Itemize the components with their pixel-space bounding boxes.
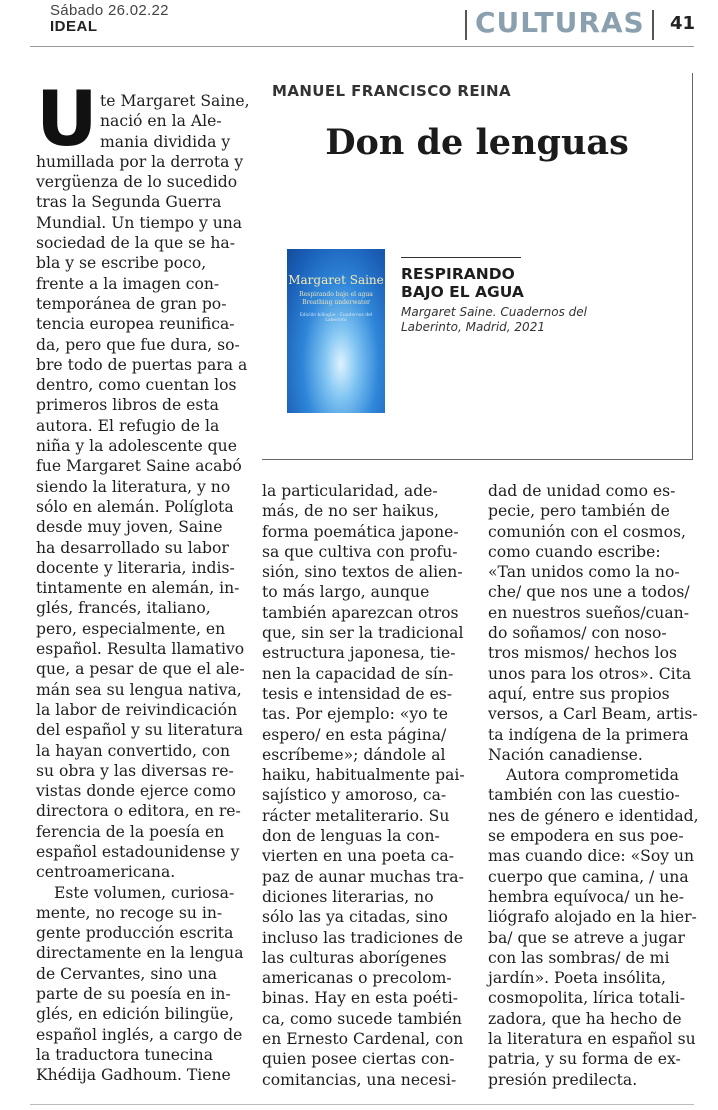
text-line: que, a pesar de que el ale-	[36, 660, 245, 679]
text-line: centroamericana.	[36, 863, 176, 882]
text-line: quien posee ciertas con-	[262, 1050, 455, 1069]
text-line: binas. Hay en esta poéti-	[262, 989, 458, 1008]
text-line: más, de no ser haikus,	[262, 502, 439, 521]
text-line: ha desarrollado su labor	[36, 538, 229, 557]
book-credit-line: Laberinto, Madrid, 2021	[401, 320, 545, 334]
text-line: escríbeme»; dándole al	[262, 745, 446, 764]
text-line: don de lenguas la con-	[262, 827, 440, 846]
text-line: directamente en la lengua	[36, 944, 244, 963]
text-line: directora o editora, en re-	[36, 802, 241, 821]
text-line: incluso las tradiciones de	[262, 928, 463, 947]
text-line: do soñamos/ con noso-	[488, 624, 667, 643]
cover-subtitle-line: Breathing underwater	[302, 299, 370, 306]
text-line: liógrafo alojado en la hier-	[488, 908, 697, 927]
text-line: del español y su literatura	[36, 721, 244, 740]
text-line: presión predilecta.	[488, 1070, 638, 1089]
text-line: la particularidad, ade-	[262, 482, 438, 500]
text-line: su obra y las diversas re-	[36, 761, 234, 780]
text-line: paz de aunar muchas tra-	[262, 867, 464, 886]
section-name: CULTURAS	[475, 6, 645, 39]
book-title-line: BAJO EL AGUA	[401, 283, 524, 301]
text-line: dentro, como cuentan los	[36, 376, 237, 395]
text-line: mania dividida y	[100, 132, 231, 151]
text-line: versos, a Carl Beam, artis-	[488, 705, 698, 724]
text-line: la traductora tunecina	[36, 1045, 214, 1064]
text-line: vistas donde ejerce como	[36, 782, 236, 801]
text-line: sión, sino textos de alien-	[262, 563, 463, 582]
text-line: comitancias, una necesi-	[262, 1070, 457, 1089]
page-header	[0, 0, 718, 44]
text-line: temporánea de gran po-	[36, 294, 227, 313]
text-line: Autora comprometida	[506, 766, 679, 785]
text-line: frente a la imagen con-	[36, 274, 220, 293]
text-line: sajístico y amoroso, ca-	[262, 786, 447, 805]
byline: MANUEL FRANCISCO REINA	[272, 82, 511, 100]
text-line: pero, especialmente, en	[36, 619, 226, 638]
text-line: tras la Segunda Guerra	[36, 193, 222, 212]
text-line: parte de su poesía en in-	[36, 985, 231, 1004]
text-line: tas. Por ejemplo: «yo te	[262, 705, 448, 724]
drop-cap: U	[36, 74, 98, 163]
header-rule	[30, 46, 694, 47]
text-line: que, sin ser la tradicional	[262, 624, 464, 643]
text-line: nen la capacidad de sín-	[262, 664, 454, 683]
text-line: glés, francés, italiano,	[36, 599, 211, 618]
text-line: americanas o precolom-	[262, 969, 452, 988]
text-line: glés, en edición bilingüe,	[36, 1005, 234, 1024]
book-title	[401, 265, 524, 301]
text-line: docente y literaria, indis-	[36, 558, 235, 577]
text-line: zadora, que ha hecho de	[488, 1009, 682, 1028]
text-line: hembra equívoca/ un he-	[488, 887, 685, 906]
text-line: te Margaret Saine,	[100, 92, 250, 110]
text-line: vergüenza de lo sucedido	[36, 173, 238, 192]
text-line: ferencia de la poesía en	[36, 822, 225, 841]
cover-subtitle	[291, 291, 381, 307]
text-line: haiku, habitualmente pai-	[262, 766, 465, 785]
text-line: gente producción escrita	[36, 924, 234, 943]
text-line: la hayan convertido, con	[36, 741, 231, 760]
text-line: bre todo de puertas para a	[36, 355, 248, 374]
edition-date: Sábado 26.02.22	[50, 2, 169, 19]
text-line: español estadounidense y	[36, 842, 240, 861]
text-line: tesis e intensidad de es-	[262, 684, 453, 703]
text-line: dad de unidad como es-	[488, 482, 676, 500]
text-line: nació en la Ale-	[100, 112, 222, 131]
text-column-1	[36, 91, 251, 1086]
text-line: che/ que nos une a todos/	[488, 583, 690, 602]
text-line: fue Margaret Saine acabó	[36, 457, 242, 476]
text-line: mán sea su lengua nativa,	[36, 680, 242, 699]
cover-publisher: Edición bilingüe · Cuadernos del Laberinto	[299, 313, 373, 323]
text-line: cosmopolita, lírica totali-	[488, 989, 685, 1008]
text-column-2	[262, 481, 477, 1090]
text-line: ca, como sucede también	[262, 1009, 462, 1028]
text-line: «Tan unidos como la no-	[488, 563, 680, 582]
text-line: aquí, entre sus propios	[488, 684, 670, 703]
text-line: vierten en una poeta ca-	[262, 847, 454, 866]
book-cover-image	[287, 249, 385, 413]
text-line: español inglés, a cargo de	[36, 1025, 243, 1044]
text-line: con las sombras/ de mi	[488, 948, 670, 967]
cover-author: Margaret Saine	[288, 273, 384, 287]
cover-subtitle-line: Respirando bajo el agua	[299, 291, 373, 298]
text-line: tintamente en alemán, in-	[36, 579, 240, 598]
text-line: mente, no recoge su in-	[36, 903, 223, 922]
text-line: primeros libros de esta	[36, 396, 219, 415]
text-line: autora. El refugio de la	[36, 416, 220, 435]
text-line: también aparezcan otros	[262, 603, 459, 622]
text-line: de Cervantes, sino una	[36, 964, 218, 983]
text-line: sociedad de la que se ha-	[36, 234, 235, 253]
text-line: ta indígena de la primera	[488, 725, 689, 744]
text-line: mas cuando dice: «Soy un	[488, 847, 695, 866]
text-line: Mundial. Un tiempo y una	[36, 213, 243, 232]
text-line: Khédija Gadhoum. Tiene	[36, 1066, 231, 1085]
header-divider	[465, 10, 467, 40]
text-line: siendo la literatura, y no	[36, 477, 231, 496]
text-line: to más largo, aunque	[262, 583, 430, 602]
text-line: en nuestros sueños/cuan-	[488, 603, 689, 622]
text-line: Este volumen, curiosa-	[54, 883, 235, 902]
book-title-line: RESPIRANDO	[401, 265, 515, 283]
text-line: sólo las ya citadas, sino	[262, 908, 448, 927]
header-divider	[652, 10, 654, 40]
text-line: patria, y su forma de ex-	[488, 1050, 681, 1069]
text-line: sólo en alemán. Políglota	[36, 497, 234, 516]
text-line: estructura japonesa, tie-	[262, 644, 456, 663]
text-line: jardín». Poeta insólita,	[488, 969, 666, 988]
text-line: cuerpo que camina, / una	[488, 867, 689, 886]
text-line: ba/ que se atreve a jugar	[488, 928, 685, 947]
text-line: tencia europea reunifica-	[36, 315, 235, 334]
headline: Don de lenguas	[325, 122, 629, 163]
text-line: forma poemática japone-	[262, 522, 459, 541]
text-line: se empodera en sus poe-	[488, 827, 684, 846]
text-line: rácter metaliterario. Su	[262, 806, 450, 825]
text-line: da, pero que fue dura, so-	[36, 335, 240, 354]
text-line: las culturas aborígenes	[262, 948, 447, 967]
text-line: sa que cultiva con profu-	[262, 542, 458, 561]
text-line: pecie, pero también de	[488, 502, 670, 521]
footer-rule	[30, 1104, 694, 1105]
text-line: nes de género e identidad,	[488, 806, 699, 825]
text-line: humillada por la derrota y	[36, 152, 244, 171]
text-line: tros mismos/ hechos los	[488, 644, 678, 663]
text-line: espero/ en esta página/	[262, 725, 447, 744]
text-line: también con las cuestio-	[488, 786, 680, 805]
text-line: bla y se escribe poco,	[36, 254, 207, 273]
text-line: la labor de reivindicación	[36, 700, 238, 719]
text-line: la literatura en español su	[488, 1030, 696, 1049]
text-line: como cuando escribe:	[488, 542, 661, 561]
text-line: español. Resulta llamativo	[36, 640, 245, 659]
text-line: niña y la adolescente que	[36, 437, 237, 456]
text-line: desde muy joven, Saine	[36, 518, 223, 537]
book-credit	[401, 305, 587, 335]
text-line: unos para los otros». Cita	[488, 664, 692, 683]
newspaper-name: IDEAL	[50, 18, 98, 35]
text-line: diciones literarias, no	[262, 887, 434, 906]
text-line: en Ernesto Cardenal, con	[262, 1030, 464, 1049]
text-line: comunión con el cosmos,	[488, 522, 686, 541]
page-number: 41	[670, 13, 696, 34]
text-line: Nación canadiense.	[488, 745, 643, 764]
text-column-3	[488, 481, 703, 1090]
book-credit-line: Margaret Saine. Cuadernos del	[401, 305, 587, 319]
book-info-rule	[401, 257, 521, 258]
